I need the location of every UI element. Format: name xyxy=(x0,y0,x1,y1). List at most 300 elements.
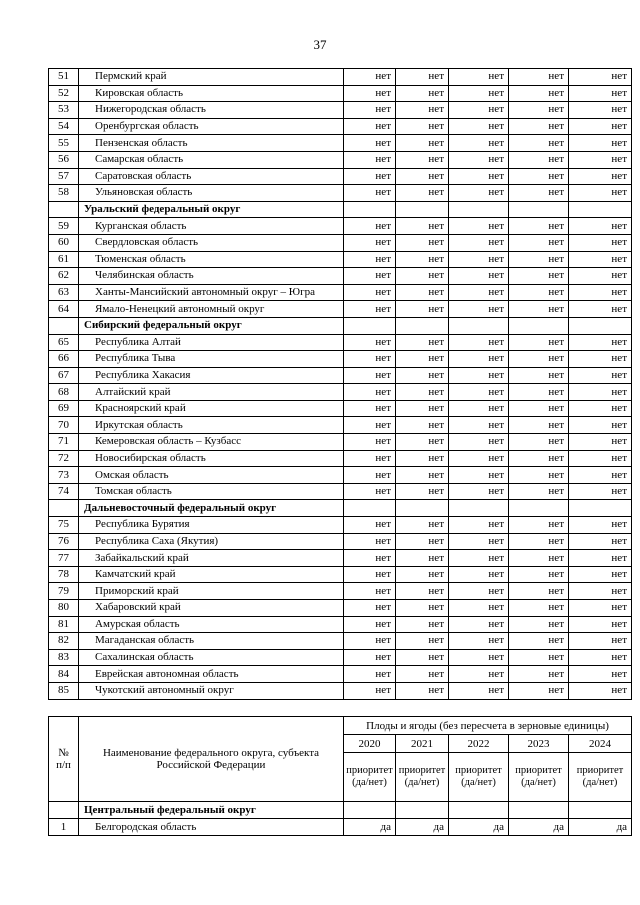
row-value: нет xyxy=(569,135,632,152)
row-value: нет xyxy=(509,450,569,467)
row-value: нет xyxy=(396,384,449,401)
row-value: нет xyxy=(509,251,569,268)
row-value: нет xyxy=(344,168,396,185)
row-value: нет xyxy=(509,633,569,650)
row-value: нет xyxy=(344,533,396,550)
row-number: 72 xyxy=(49,450,79,467)
row-value: нет xyxy=(569,417,632,434)
row-value: нет xyxy=(396,633,449,650)
row-value: нет xyxy=(396,251,449,268)
row-value: нет xyxy=(509,301,569,318)
row-value: нет xyxy=(509,85,569,102)
row-name: Ульяновская область xyxy=(79,185,344,202)
row-value: нет xyxy=(509,351,569,368)
row-value: нет xyxy=(344,649,396,666)
row-number: 60 xyxy=(49,234,79,251)
table-row xyxy=(49,185,632,202)
row-value: нет xyxy=(569,367,632,384)
row-number: 63 xyxy=(49,284,79,301)
row-value: нет xyxy=(396,69,449,86)
table-row xyxy=(49,218,632,235)
row-value: нет xyxy=(396,284,449,301)
header-name-label: Наименование федерального округа, субъекта Российской Федерации xyxy=(79,717,344,802)
row-value: нет xyxy=(509,268,569,285)
row-value: нет xyxy=(509,334,569,351)
row-number: 66 xyxy=(49,351,79,368)
row-value: нет xyxy=(569,682,632,699)
row-value: нет xyxy=(396,118,449,135)
row-value: нет xyxy=(569,566,632,583)
row-value: нет xyxy=(344,600,396,617)
fruits-berries-table xyxy=(48,716,632,836)
row-value: нет xyxy=(449,69,509,86)
row-number: 82 xyxy=(49,633,79,650)
row-value: нет xyxy=(449,533,509,550)
row-value: нет xyxy=(569,85,632,102)
row-value: нет xyxy=(449,517,509,534)
row-value: нет xyxy=(396,85,449,102)
row-value: нет xyxy=(569,483,632,500)
row-value: нет xyxy=(569,168,632,185)
row-value: нет xyxy=(509,682,569,699)
row-name: Алтайский край xyxy=(79,384,344,401)
table-row xyxy=(49,434,632,451)
row-value: нет xyxy=(569,384,632,401)
row-value: нет xyxy=(449,583,509,600)
row-value: нет xyxy=(509,168,569,185)
row-value: нет xyxy=(396,682,449,699)
row-name: Сахалинская область xyxy=(79,649,344,666)
row-value: нет xyxy=(449,135,509,152)
row-value: нет xyxy=(449,682,509,699)
row-value: нет xyxy=(509,400,569,417)
row-value: нет xyxy=(569,334,632,351)
table-row xyxy=(49,467,632,484)
row-name: Новосибирская область xyxy=(79,450,344,467)
table-row xyxy=(49,417,632,434)
row-name: Еврейская автономная область xyxy=(79,666,344,683)
row-value: нет xyxy=(449,434,509,451)
row-value: нет xyxy=(344,118,396,135)
row-number: 71 xyxy=(49,434,79,451)
table-row xyxy=(49,168,632,185)
row-number: 79 xyxy=(49,583,79,600)
row-number: 67 xyxy=(49,367,79,384)
row-value: нет xyxy=(509,550,569,567)
row-value: нет xyxy=(569,467,632,484)
row-value: да xyxy=(569,819,632,836)
row-value: нет xyxy=(344,135,396,152)
row-value: нет xyxy=(449,85,509,102)
row-name: Томская область xyxy=(79,483,344,500)
table-row xyxy=(49,450,632,467)
header-priority: приоритет (да/нет) xyxy=(449,753,509,802)
row-value: нет xyxy=(344,566,396,583)
group-row xyxy=(49,317,632,334)
empty-cell xyxy=(49,802,79,819)
header-priority: приоритет (да/нет) xyxy=(509,753,569,802)
row-value: нет xyxy=(396,351,449,368)
row-value: нет xyxy=(509,234,569,251)
row-name: Оренбургская область xyxy=(79,118,344,135)
row-value: нет xyxy=(449,185,509,202)
header-year: 2024 xyxy=(569,735,632,753)
row-value: нет xyxy=(569,251,632,268)
row-value: нет xyxy=(396,483,449,500)
row-value: нет xyxy=(396,517,449,534)
row-value: нет xyxy=(569,583,632,600)
row-value: нет xyxy=(449,666,509,683)
row-value: нет xyxy=(569,301,632,318)
row-value: нет xyxy=(344,666,396,683)
row-value: нет xyxy=(396,600,449,617)
row-number: 69 xyxy=(49,400,79,417)
row-value: нет xyxy=(569,550,632,567)
row-name: Кировская область xyxy=(79,85,344,102)
row-value: нет xyxy=(449,417,509,434)
table-row xyxy=(49,583,632,600)
row-value: нет xyxy=(449,251,509,268)
row-name: Республика Бурятия xyxy=(79,517,344,534)
table-row xyxy=(49,550,632,567)
row-value: нет xyxy=(344,367,396,384)
empty-cell xyxy=(49,201,79,218)
row-value: нет xyxy=(396,666,449,683)
table-row xyxy=(49,682,632,699)
row-value: нет xyxy=(344,400,396,417)
regions-table-continued xyxy=(48,68,632,700)
group-name: Уральский федеральный округ xyxy=(79,201,344,218)
row-value: нет xyxy=(396,450,449,467)
row-value: нет xyxy=(396,616,449,633)
row-value: нет xyxy=(509,566,569,583)
row-value: нет xyxy=(396,550,449,567)
row-name: Белгородская область xyxy=(79,819,344,836)
row-value: нет xyxy=(344,102,396,119)
table-row xyxy=(49,616,632,633)
row-value: нет xyxy=(449,351,509,368)
row-value: нет xyxy=(569,351,632,368)
row-number: 54 xyxy=(49,118,79,135)
row-value: нет xyxy=(509,118,569,135)
row-value: нет xyxy=(569,633,632,650)
row-number: 64 xyxy=(49,301,79,318)
row-number: 52 xyxy=(49,85,79,102)
empty-cell xyxy=(49,500,79,517)
row-value: нет xyxy=(569,450,632,467)
row-name: Нижегородская область xyxy=(79,102,344,119)
table-row xyxy=(49,268,632,285)
row-value: нет xyxy=(569,151,632,168)
row-name: Хабаровский край xyxy=(79,600,344,617)
table-row xyxy=(49,649,632,666)
table-row xyxy=(49,533,632,550)
table-row xyxy=(49,284,632,301)
row-value: нет xyxy=(569,118,632,135)
row-value: нет xyxy=(569,218,632,235)
row-value: нет xyxy=(509,616,569,633)
row-value: нет xyxy=(509,533,569,550)
row-value: нет xyxy=(396,218,449,235)
row-value: нет xyxy=(509,517,569,534)
row-value: нет xyxy=(569,434,632,451)
row-value: нет xyxy=(509,666,569,683)
row-value: нет xyxy=(344,550,396,567)
empty-cell xyxy=(49,317,79,334)
header-year: 2022 xyxy=(449,735,509,753)
row-value: нет xyxy=(509,151,569,168)
row-value: нет xyxy=(449,218,509,235)
row-number: 51 xyxy=(49,69,79,86)
row-value: нет xyxy=(449,600,509,617)
row-value: нет xyxy=(344,483,396,500)
row-value: нет xyxy=(509,102,569,119)
row-name: Свердловская область xyxy=(79,234,344,251)
table-row xyxy=(49,666,632,683)
table-row xyxy=(49,135,632,152)
table-row xyxy=(49,384,632,401)
row-value: нет xyxy=(509,384,569,401)
row-value: да xyxy=(344,819,396,836)
row-value: нет xyxy=(509,467,569,484)
row-name: Забайкальский край xyxy=(79,550,344,567)
row-name: Челябинская область xyxy=(79,268,344,285)
group-row-central: Центральный федеральный округ xyxy=(79,802,344,819)
row-value: нет xyxy=(449,400,509,417)
row-name: Республика Алтай xyxy=(79,334,344,351)
row-value: нет xyxy=(344,85,396,102)
row-value: нет xyxy=(344,467,396,484)
header-num-label: № п/п xyxy=(49,717,79,802)
row-number: 53 xyxy=(49,102,79,119)
row-value: нет xyxy=(569,533,632,550)
header-year: 2023 xyxy=(509,735,569,753)
row-name: Иркутская область xyxy=(79,417,344,434)
row-value: нет xyxy=(344,682,396,699)
row-value: нет xyxy=(509,69,569,86)
row-value: нет xyxy=(449,633,509,650)
row-value: нет xyxy=(396,367,449,384)
row-value: нет xyxy=(509,583,569,600)
row-number: 61 xyxy=(49,251,79,268)
row-value: нет xyxy=(344,583,396,600)
row-number: 83 xyxy=(49,649,79,666)
row-name: Магаданская область xyxy=(79,633,344,650)
table-row xyxy=(49,151,632,168)
table-row xyxy=(49,400,632,417)
row-value: нет xyxy=(396,135,449,152)
row-value: нет xyxy=(396,400,449,417)
row-number: 85 xyxy=(49,682,79,699)
row-number: 1 xyxy=(49,819,79,836)
row-value: нет xyxy=(449,301,509,318)
row-name: Республика Тыва xyxy=(79,351,344,368)
row-value: нет xyxy=(344,450,396,467)
table-row xyxy=(49,69,632,86)
table-row xyxy=(49,85,632,102)
group-name: Дальневосточный федеральный округ xyxy=(79,500,344,517)
row-value: нет xyxy=(449,151,509,168)
row-name: Тюменская область xyxy=(79,251,344,268)
row-value: да xyxy=(509,819,569,836)
header-year: 2020 xyxy=(344,735,396,753)
header-priority: приоритет (да/нет) xyxy=(344,753,396,802)
row-value: нет xyxy=(344,218,396,235)
row-value: нет xyxy=(449,268,509,285)
row-value: нет xyxy=(509,218,569,235)
row-value: нет xyxy=(344,633,396,650)
row-number: 62 xyxy=(49,268,79,285)
header-priority: приоритет (да/нет) xyxy=(569,753,632,802)
row-value: нет xyxy=(449,649,509,666)
row-value: нет xyxy=(396,533,449,550)
row-number: 81 xyxy=(49,616,79,633)
row-value: нет xyxy=(569,400,632,417)
row-name: Камчатский край xyxy=(79,566,344,583)
row-number: 78 xyxy=(49,566,79,583)
row-name: Красноярский край xyxy=(79,400,344,417)
row-value: нет xyxy=(396,467,449,484)
row-value: нет xyxy=(344,616,396,633)
table-row xyxy=(49,483,632,500)
row-value: нет xyxy=(396,151,449,168)
row-name: Пензенская область xyxy=(79,135,344,152)
row-value: нет xyxy=(344,351,396,368)
row-number: 65 xyxy=(49,334,79,351)
row-value: нет xyxy=(569,649,632,666)
group-name: Сибирский федеральный округ xyxy=(79,317,344,334)
row-value: нет xyxy=(569,102,632,119)
row-value: нет xyxy=(569,666,632,683)
row-value: нет xyxy=(396,301,449,318)
row-value: да xyxy=(449,819,509,836)
row-value: нет xyxy=(449,450,509,467)
row-value: нет xyxy=(396,649,449,666)
row-value: нет xyxy=(569,268,632,285)
row-value: нет xyxy=(509,434,569,451)
row-value: нет xyxy=(569,600,632,617)
row-value: нет xyxy=(449,168,509,185)
row-value: нет xyxy=(396,566,449,583)
row-value: нет xyxy=(396,234,449,251)
row-number: 77 xyxy=(49,550,79,567)
row-name: Ямало-Ненецкий автономный округ xyxy=(79,301,344,318)
row-value: нет xyxy=(449,467,509,484)
row-value: нет xyxy=(449,284,509,301)
row-value: нет xyxy=(396,434,449,451)
row-number: 55 xyxy=(49,135,79,152)
table-row xyxy=(49,633,632,650)
row-value: нет xyxy=(509,417,569,434)
table-row xyxy=(49,102,632,119)
row-name: Курганская область xyxy=(79,218,344,235)
row-name: Кемеровская область – Кузбасс xyxy=(79,434,344,451)
row-number: 57 xyxy=(49,168,79,185)
row-name: Самарская область xyxy=(79,151,344,168)
row-number: 73 xyxy=(49,467,79,484)
table-row xyxy=(49,118,632,135)
row-value: нет xyxy=(509,600,569,617)
row-name: Ханты-Мансийский автономный округ – Югра xyxy=(79,284,344,301)
row-value: нет xyxy=(569,234,632,251)
row-value: нет xyxy=(569,517,632,534)
row-number: 84 xyxy=(49,666,79,683)
row-value: да xyxy=(396,819,449,836)
row-number: 70 xyxy=(49,417,79,434)
row-value: нет xyxy=(344,517,396,534)
row-name: Приморский край xyxy=(79,583,344,600)
row-name: Пермский край xyxy=(79,69,344,86)
row-number: 59 xyxy=(49,218,79,235)
row-value: нет xyxy=(449,118,509,135)
table-row xyxy=(49,234,632,251)
row-value: нет xyxy=(509,135,569,152)
row-number: 74 xyxy=(49,483,79,500)
row-number: 56 xyxy=(49,151,79,168)
row-value: нет xyxy=(344,384,396,401)
row-name: Омская область xyxy=(79,467,344,484)
row-value: нет xyxy=(344,69,396,86)
row-value: нет xyxy=(396,583,449,600)
header-year: 2021 xyxy=(396,735,449,753)
row-value: нет xyxy=(344,185,396,202)
row-value: нет xyxy=(449,234,509,251)
row-value: нет xyxy=(344,234,396,251)
table-row xyxy=(49,351,632,368)
row-value: нет xyxy=(396,268,449,285)
table-row xyxy=(49,367,632,384)
row-name: Республика Саха (Якутия) xyxy=(79,533,344,550)
row-value: нет xyxy=(449,334,509,351)
row-value: нет xyxy=(509,284,569,301)
table-row xyxy=(49,566,632,583)
row-value: нет xyxy=(396,102,449,119)
row-value: нет xyxy=(344,284,396,301)
row-value: нет xyxy=(396,417,449,434)
row-number: 76 xyxy=(49,533,79,550)
row-value: нет xyxy=(396,334,449,351)
row-value: нет xyxy=(396,185,449,202)
row-value: нет xyxy=(449,483,509,500)
row-value: нет xyxy=(509,185,569,202)
row-name: Чукотский автономный округ xyxy=(79,682,344,699)
row-value: нет xyxy=(509,649,569,666)
group-row xyxy=(49,500,632,517)
row-value: нет xyxy=(509,483,569,500)
page-number: 37 xyxy=(313,37,327,52)
row-value: нет xyxy=(396,168,449,185)
row-value: нет xyxy=(344,417,396,434)
row-name: Саратовская область xyxy=(79,168,344,185)
table-row xyxy=(49,517,632,534)
header-priority: приоритет (да/нет) xyxy=(396,753,449,802)
row-number: 58 xyxy=(49,185,79,202)
table-row xyxy=(49,251,632,268)
row-name: Республика Хакасия xyxy=(79,367,344,384)
row-value: нет xyxy=(449,367,509,384)
row-value: нет xyxy=(569,69,632,86)
row-value: нет xyxy=(344,268,396,285)
row-value: нет xyxy=(344,251,396,268)
row-value: нет xyxy=(569,616,632,633)
row-value: нет xyxy=(344,434,396,451)
row-value: нет xyxy=(449,550,509,567)
row-value: нет xyxy=(449,102,509,119)
table-row xyxy=(49,301,632,318)
group-row xyxy=(49,201,632,218)
row-value: нет xyxy=(449,616,509,633)
row-value: нет xyxy=(344,334,396,351)
